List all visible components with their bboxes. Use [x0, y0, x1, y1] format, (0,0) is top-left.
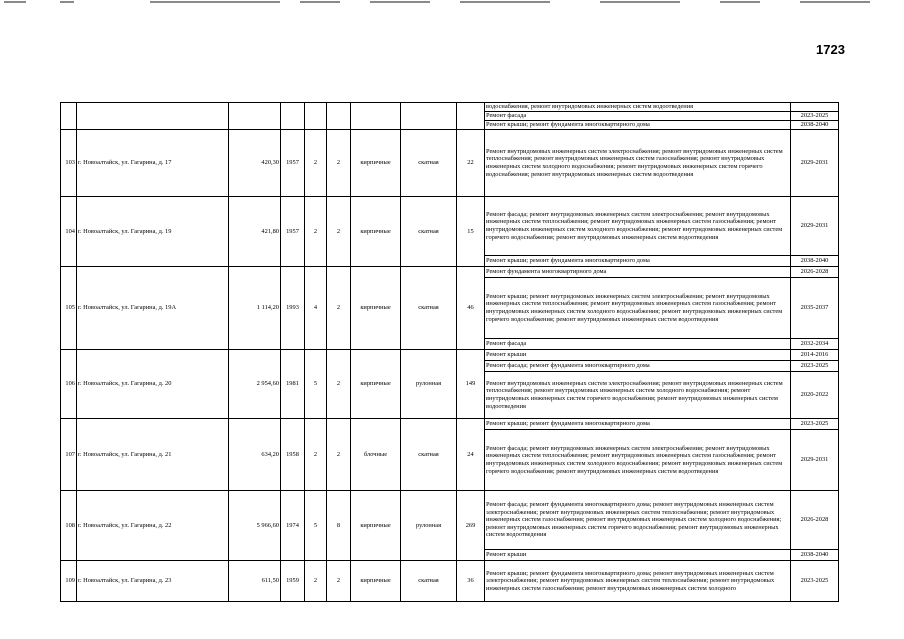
build-year: 1957 [281, 130, 305, 197]
repair-works: Ремонт фасада; ремонт внутридомовых инженерных систем электроснабжения; ремонт внутридомовых инженерных систем теплоснабжения; ремонт внутридомовых инженерных систем газоснабжения; ремонт внутридомовых инженерных систем холодного водоснабжения; ремонт внутридомовых инженерных систем горячего водоснабжения; ремонт внутридомовых инженерных систем водоотведения [485, 197, 791, 256]
repair-period: 2014-2016 [791, 350, 839, 361]
build-year: 1974 [281, 491, 305, 561]
repair-works: Ремонт крыши [485, 550, 791, 561]
wall-material: кирпичные [351, 197, 401, 267]
house-address: г. Новоалтайск, ул. Гагарина, д. 23 [77, 561, 229, 602]
wall-material: кирпичные [351, 130, 401, 197]
roof-type: скатная [401, 419, 457, 491]
wall-material: кирпичные [351, 350, 401, 419]
repair-period: 2038-2040 [791, 550, 839, 561]
repair-period [791, 103, 839, 112]
floors-count: 5 [305, 350, 327, 419]
entrances-count: 2 [327, 267, 351, 350]
repair-period: 2023-2025 [791, 361, 839, 372]
roof-type: скатная [401, 130, 457, 197]
table-row [61, 267, 839, 278]
wall-material [351, 103, 401, 130]
floors-count: 2 [305, 130, 327, 197]
roof-type [401, 103, 457, 130]
repair-works: Ремонт фасада [485, 112, 791, 121]
repair-schedule-table [60, 102, 839, 602]
table-row [61, 103, 839, 112]
repair-period: 2032-2034 [791, 339, 839, 350]
entrances-count: 2 [327, 130, 351, 197]
repair-period: 2038-2040 [791, 256, 839, 267]
repair-works: Ремонт крыши; ремонт внутридомовых инженерных систем электроснабжения; ремонт внутридомовых инженерных систем теплоснабжения; ремонт внутридомовых инженерных систем газоснабжения; ремонт внутридомовых инженерных систем холодного водоснабжения; ремонт внутридомовых инженерных систем горячего водоснабжения; ремонт внутридомовых инженерных систем водоотведения [485, 278, 791, 339]
house-area: 5 966,60 [229, 491, 281, 561]
build-year: 1957 [281, 197, 305, 267]
house-area: 2 954,60 [229, 350, 281, 419]
row-number: 107 [61, 419, 77, 491]
house-address: г. Новоалтайск, ул. Гагарина, д. 20 [77, 350, 229, 419]
residents-count: 15 [457, 197, 485, 267]
entrances-count: 2 [327, 419, 351, 491]
repair-period: 2023-2025 [791, 561, 839, 602]
house-address: г. Новоалтайск, ул. Гагарина, д. 19 [77, 197, 229, 267]
build-year: 1993 [281, 267, 305, 350]
repair-works: Ремонт фундамента многоквартирного дома [485, 267, 791, 278]
repair-period: 2035-2037 [791, 278, 839, 339]
repair-works: Ремонт внутридомовых инженерных систем электроснабжения; ремонт внутридомовых инженерных систем теплоснабжения; ремонт внутридомовых инженерных систем холодного водоснабжения; ремонт внутридомовых инженерных систем горячего водоснабжения; ремонт внутридомовых инженерных систем водоотведения [485, 372, 791, 419]
floors-count: 2 [305, 419, 327, 491]
floors-count: 4 [305, 267, 327, 350]
house-address: г. Новоалтайск, ул. Гагарина, д. 19А [77, 267, 229, 350]
residents-count: 46 [457, 267, 485, 350]
repair-works: Ремонт фасада; ремонт внутридомовых инженерных систем электроснабжения; ремонт внутридомовых инженерных систем теплоснабжения; ремонт внутридомовых инженерных систем газоснабжения; ремонт внутридомовых инженерных систем холодного водоснабжения; ремонт внутридомовых инженерных систем горячего водоснабжения; ремонт внутридомовых инженерных систем водоотведения [485, 430, 791, 491]
row-number [61, 103, 77, 130]
roof-type: рулонная [401, 491, 457, 561]
house-area: 420,30 [229, 130, 281, 197]
repair-period: 2029-2031 [791, 430, 839, 491]
residents-count: 22 [457, 130, 485, 197]
repair-period: 2029-2031 [791, 130, 839, 197]
roof-type: скатная [401, 267, 457, 350]
repair-works: Ремонт крыши; ремонт фундамента многоквартирного дома [485, 256, 791, 267]
repair-period: 2026-2028 [791, 491, 839, 550]
repair-works: Ремонт крыши; ремонт фундамента многоквартирного дома; ремонт внутридомовых инженерных систем электроснабжения; ремонт внутридомовых инженерных систем теплоснабжения; ремонт внутридомовых инженерных систем газоснабжения; ремонт внутридомовых инженерных систем холодного [485, 561, 791, 602]
table-row [61, 561, 839, 602]
table-row [61, 350, 839, 361]
entrances-count: 2 [327, 561, 351, 602]
repair-works: Ремонт фасада; ремонт фундамента многоквартирного дома; ремонт внутридомовых инженерных систем электроснабжения; ремонт внутридомовых инженерных систем теплоснабжения; ремонт внутридомовых инженерных систем газоснабжения; ремонт внутридомовых инженерных систем холодного водоснабжения; ремонт внутридомовых инженерных систем горячего водоснабжения; ремонт внутридомовых инженерных систем водоотведения [485, 491, 791, 550]
roof-type: рулонная [401, 350, 457, 419]
repair-period: 2023-2025 [791, 112, 839, 121]
entrances-count: 2 [327, 350, 351, 419]
wall-material: кирпичные [351, 491, 401, 561]
row-number: 104 [61, 197, 77, 267]
wall-material: кирпичные [351, 561, 401, 602]
floors-count: 5 [305, 491, 327, 561]
build-year: 1981 [281, 350, 305, 419]
build-year [281, 103, 305, 130]
house-address: г. Новоалтайск, ул. Гагарина, д. 22 [77, 491, 229, 561]
repair-works: Ремонт фасада; ремонт фундамента многоквартирного дома [485, 361, 791, 372]
table-row [61, 130, 839, 197]
roof-type: скатная [401, 561, 457, 602]
house-address: г. Новоалтайск, ул. Гагарина, д. 17 [77, 130, 229, 197]
wall-material: блочные [351, 419, 401, 491]
build-year: 1958 [281, 419, 305, 491]
scan-edge-artifacts [0, 0, 904, 6]
residents-count [457, 103, 485, 130]
house-address [77, 103, 229, 130]
repair-works: Ремонт крыши; ремонт фундамента многоквартирного дома [485, 121, 791, 130]
residents-count: 24 [457, 419, 485, 491]
floors-count [305, 103, 327, 130]
floors-count: 2 [305, 561, 327, 602]
table-row [61, 419, 839, 430]
repair-works: водоснабжения, ремонт внутридомовых инженерных систем водоотведения [485, 103, 791, 112]
repair-period: 2026-2028 [791, 267, 839, 278]
entrances-count: 8 [327, 491, 351, 561]
house-area: 611,50 [229, 561, 281, 602]
house-area: 634,20 [229, 419, 281, 491]
repair-works: Ремонт фасада [485, 339, 791, 350]
table-row [61, 197, 839, 256]
repair-works: Ремонт крыши [485, 350, 791, 361]
build-year: 1959 [281, 561, 305, 602]
entrances-count [327, 103, 351, 130]
repair-period: 2020-2022 [791, 372, 839, 419]
house-address: г. Новоалтайск, ул. Гагарина, д. 21 [77, 419, 229, 491]
residents-count: 36 [457, 561, 485, 602]
repair-period: 2029-2031 [791, 197, 839, 256]
residents-count: 149 [457, 350, 485, 419]
house-area: 1 114,20 [229, 267, 281, 350]
repair-period: 2038-2040 [791, 121, 839, 130]
repair-works: Ремонт внутридомовых инженерных систем электроснабжения; ремонт внутридомовых инженерных систем теплоснабжения; ремонт внутридомовых инженерных систем газоснабжения; ремонт внутридомовых инженерных систем холодного водоснабжения; ремонт внутридомовых инженерных систем горячего водоснабжения; ремонт внутридомовых инженерных систем водоотведения [485, 130, 791, 197]
row-number: 109 [61, 561, 77, 602]
page-number: 1723 [816, 42, 845, 57]
row-number: 105 [61, 267, 77, 350]
row-number: 108 [61, 491, 77, 561]
roof-type: скатная [401, 197, 457, 267]
entrances-count: 2 [327, 197, 351, 267]
house-area: 421,80 [229, 197, 281, 267]
table-row [61, 491, 839, 550]
repair-works: Ремонт крыши; ремонт фундамента многоквартирного дома [485, 419, 791, 430]
house-area [229, 103, 281, 130]
row-number: 103 [61, 130, 77, 197]
repair-period: 2023-2025 [791, 419, 839, 430]
floors-count: 2 [305, 197, 327, 267]
residents-count: 269 [457, 491, 485, 561]
wall-material: кирпичные [351, 267, 401, 350]
row-number: 106 [61, 350, 77, 419]
